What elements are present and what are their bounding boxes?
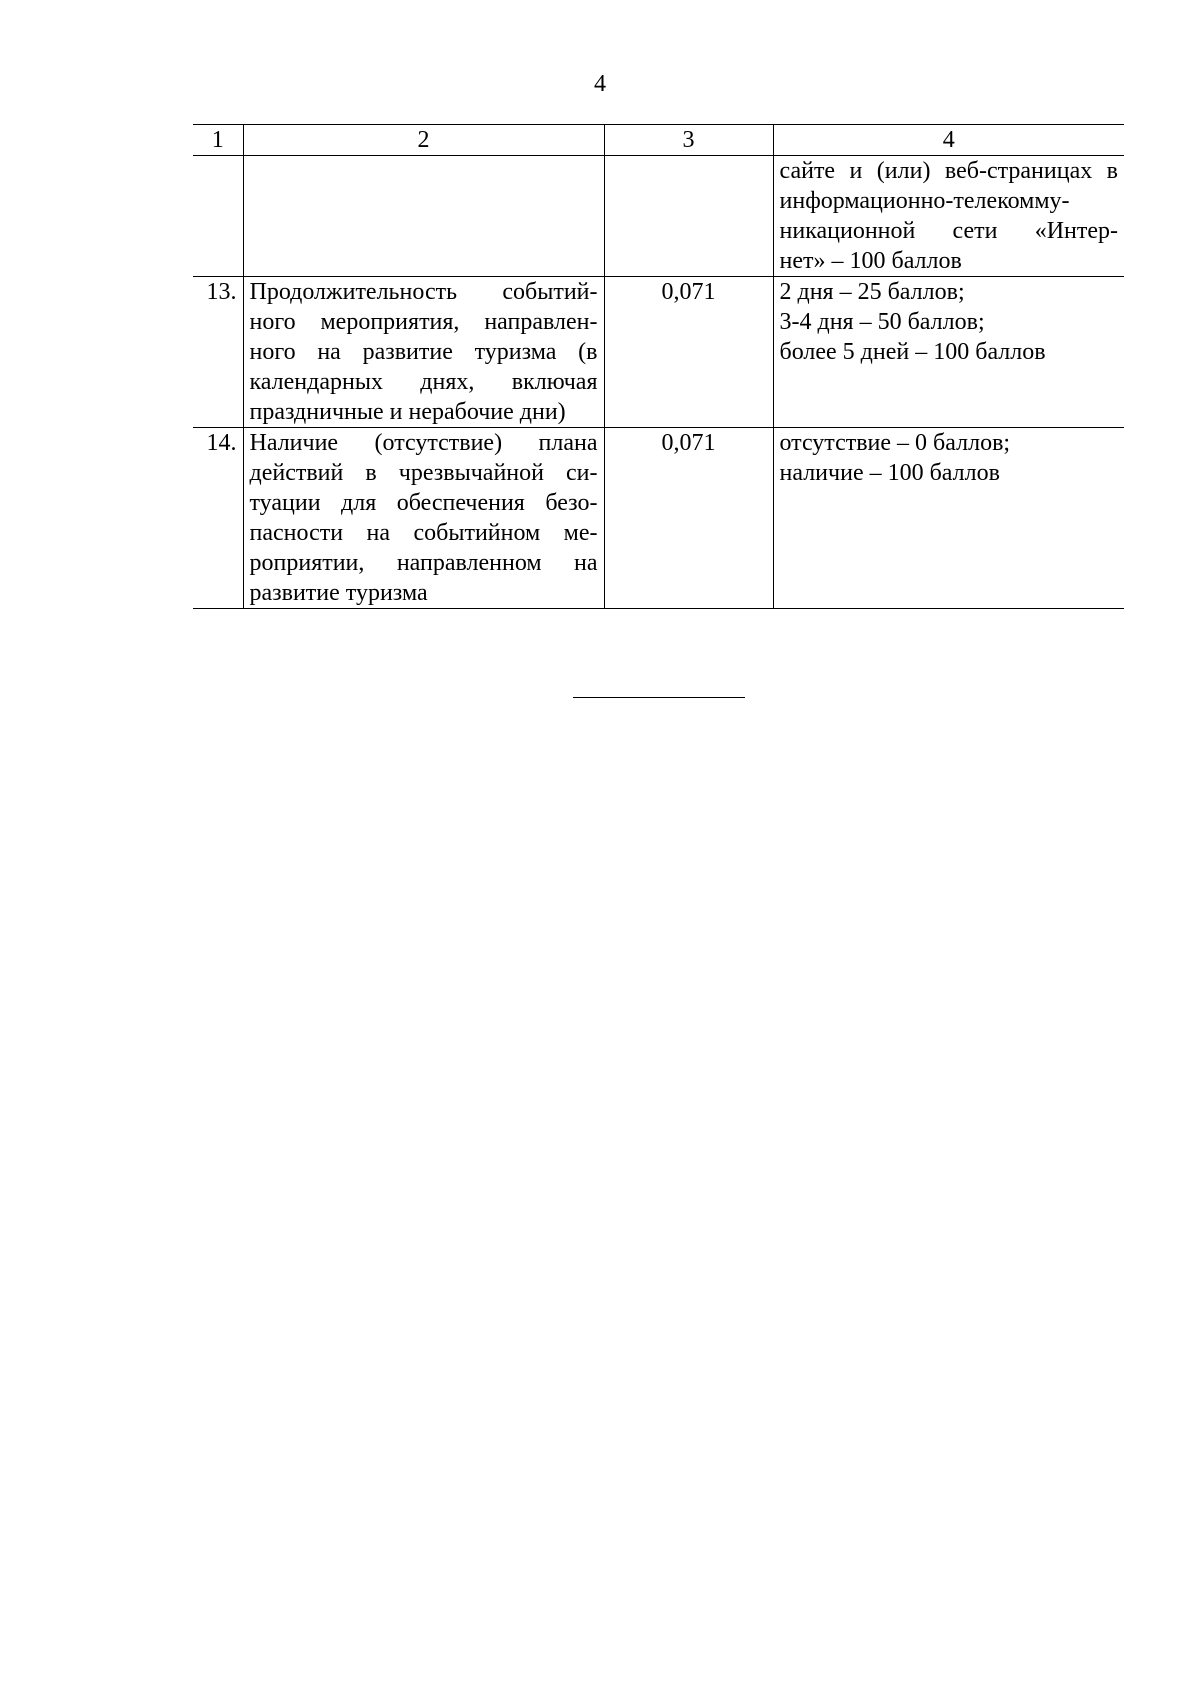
scores-line: отсутствие – 0 баллов; [779, 430, 1011, 456]
column-header-3: 3 [604, 125, 773, 156]
criterion-line: пасности на событийном ме- [249, 520, 598, 546]
criteria-table [193, 124, 1124, 609]
column-header-4: 4 [773, 125, 1124, 156]
criterion-line: действий в чрезвычайной си- [249, 460, 598, 486]
column-header-1: 1 [193, 125, 243, 156]
table-row-13 [193, 277, 1124, 428]
scores-line: нет» – 100 баллов [779, 248, 962, 274]
scores-line: наличие – 100 баллов [779, 460, 1000, 486]
scores-line: информационно-телекомму- [779, 188, 1070, 214]
table-row-14 [193, 428, 1124, 609]
scores-cell [773, 428, 1124, 609]
criterion-line: ного мероприятия, направлен- [249, 309, 598, 335]
criterion-line: Продолжительность событий- [249, 279, 598, 305]
scores-line: 2 дня – 25 баллов; [779, 279, 965, 305]
closing-divider [573, 697, 745, 698]
weight-cell: 0,071 [604, 277, 773, 428]
weight-cell: 0,071 [604, 428, 773, 609]
table-row-continuation [193, 156, 1124, 277]
criterion-cell [243, 428, 604, 609]
scores-cell [773, 277, 1124, 428]
criterion-line: ного на развитие туризма (в [249, 339, 598, 365]
row-number-cell [193, 156, 243, 277]
page-number: 4 [594, 71, 606, 97]
criterion-line: развитие туризма [249, 580, 428, 606]
scores-cell [773, 156, 1124, 277]
column-header-2: 2 [243, 125, 604, 156]
scores-line: более 5 дней – 100 баллов [779, 339, 1046, 365]
criterion-line: Наличие (отсутствие) плана [249, 430, 598, 456]
scores-line: сайте и (или) веб-страницах в [779, 158, 1118, 184]
row-number-cell: 13. [193, 277, 243, 428]
criterion-line: туации для обеспечения безо- [249, 490, 598, 516]
weight-cell [604, 156, 773, 277]
criterion-cell [243, 156, 604, 277]
criterion-cell [243, 277, 604, 428]
row-number-cell: 14. [193, 428, 243, 609]
criterion-line: роприятии, направленном на [249, 550, 598, 576]
scores-line: 3-4 дня – 50 баллов; [779, 309, 985, 335]
scores-line: никационной сети «Интер- [779, 218, 1118, 244]
criterion-line: праздничные и нерабочие дни) [249, 399, 566, 425]
criterion-line: календарных днях, включая [249, 369, 598, 395]
table-header-row [193, 125, 1124, 156]
